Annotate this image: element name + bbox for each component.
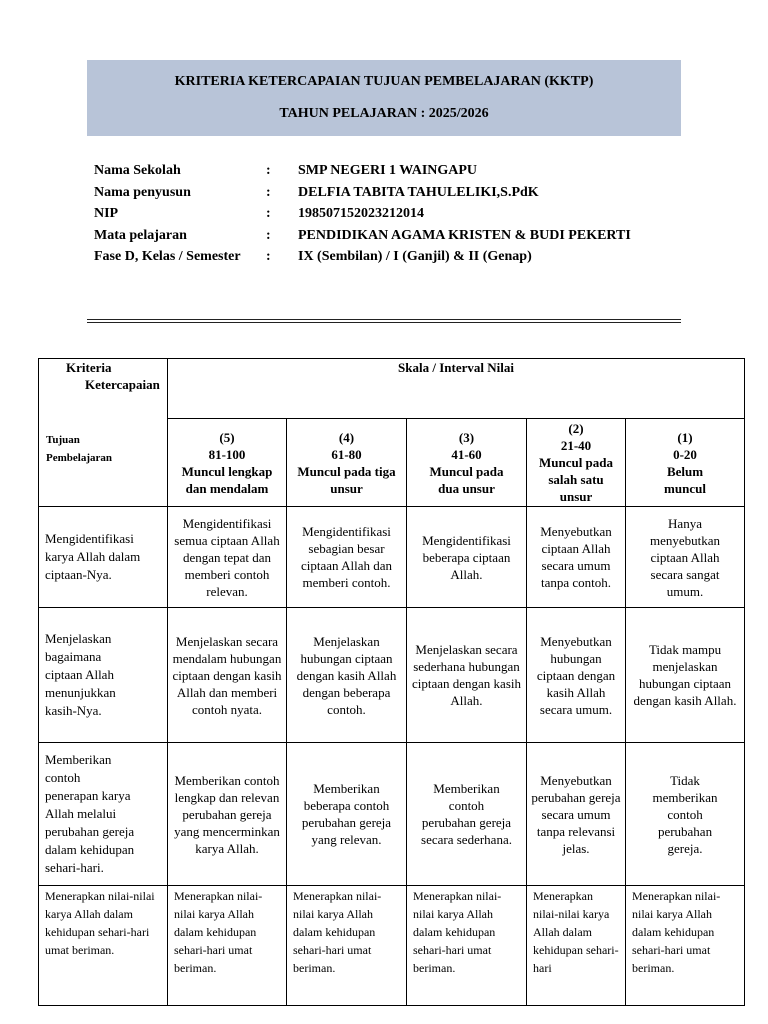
criteria-cell: Tidak mampu menjelaskan hubungan ciptaan dengan kasih Allah. bbox=[626, 608, 745, 743]
criteria-cell: Menyebutkan perubahan gereja secara umum tanpa relevansi jelas. bbox=[527, 743, 626, 886]
level-range: 0-20 bbox=[673, 446, 697, 462]
info-colon: : bbox=[266, 249, 271, 264]
level-header-cell bbox=[527, 419, 626, 507]
info-value: IX (Sembilan) / I (Ganjil) & II (Genap) bbox=[298, 249, 532, 264]
criteria-header-label: Kriteria bbox=[66, 360, 112, 375]
level-label: Muncul pada salah satu unsur bbox=[538, 455, 614, 504]
criteria-cell: Memberikan contoh lengkap dan relevan perubahan gereja yang mencerminkan karya Allah. bbox=[168, 743, 287, 886]
tp-header-line: Tujuan bbox=[46, 434, 80, 446]
criteria-cell: Memberikan contoh perubahan gereja secara sederhana. bbox=[407, 743, 527, 886]
divider-line bbox=[87, 322, 681, 323]
criteria-cell: Menerapkan nilai-nilai karya Allah dalam kehidupan sehari-hari umat beriman. bbox=[168, 886, 287, 1006]
info-label: NIP bbox=[94, 206, 119, 221]
divider-line bbox=[87, 319, 681, 320]
criteria-cell: Mengidentifikasi sebagian besar ciptaan Allah dan memberi contoh. bbox=[287, 507, 407, 608]
level-score: (3) bbox=[458, 429, 475, 445]
level-range: 21-40 bbox=[560, 438, 592, 453]
tp-header-line: Pembelajaran bbox=[46, 452, 112, 464]
criteria-header-cell bbox=[39, 359, 168, 507]
academic-year: TAHUN PELAJARAN : 2025/2026 bbox=[279, 106, 489, 121]
level-header-cell bbox=[407, 419, 527, 507]
document-header bbox=[87, 60, 681, 136]
info-label: Mata pelajaran bbox=[94, 227, 187, 243]
level-label: Belum muncul bbox=[664, 463, 706, 496]
info-label: Nama Sekolah bbox=[94, 163, 181, 178]
level-header-cell bbox=[287, 419, 407, 507]
info-value: DELFIA TABITA TAHULELIKI,S.PdK bbox=[298, 184, 539, 200]
level-range: 41-60 bbox=[451, 446, 482, 462]
criteria-cell: Menerapkan nilai-nilai karya Allah dalam kehidupan sehari-hari umat beriman. bbox=[626, 886, 745, 1006]
level-label: Muncul pada tiga unsur bbox=[297, 463, 396, 496]
level-range: 61-80 bbox=[331, 446, 362, 462]
level-range: 81-100 bbox=[208, 446, 246, 462]
info-colon: : bbox=[266, 163, 271, 178]
criteria-cell: Memberikan beberapa contoh perubahan gereja yang relevan. bbox=[287, 743, 407, 886]
info-label: Nama penyusun bbox=[94, 184, 191, 200]
tp-header-label bbox=[46, 431, 112, 467]
tp-cell: Memberikan contoh penerapan karya Allah melalui perubahan gereja dalam kehidupan sehari-hari. bbox=[39, 743, 168, 886]
level-header-cell bbox=[626, 419, 745, 507]
table-row bbox=[39, 743, 745, 886]
level-score: (4) bbox=[338, 429, 355, 445]
info-colon: : bbox=[266, 184, 271, 200]
level-score: (1) bbox=[677, 429, 693, 445]
criteria-cell: Hanya menyebutkan ciptaan Allah secara sangat umum. bbox=[626, 507, 745, 608]
criteria-cell: Menyebutkan hubungan ciptaan dengan kasih Allah secara umum. bbox=[527, 608, 626, 743]
tp-cell: Menjelaskan bagaimana ciptaan Allah menunjukkan kasih-Nya. bbox=[39, 608, 168, 743]
level-header-cell bbox=[168, 419, 287, 507]
scale-header: Skala / Interval Nilai bbox=[168, 359, 745, 419]
table-row bbox=[39, 507, 745, 608]
table-row bbox=[39, 886, 745, 1006]
info-value: 198507152023212014 bbox=[298, 206, 424, 221]
criteria-cell: Menyebutkan ciptaan Allah secara umum tanpa contoh. bbox=[527, 507, 626, 608]
criteria-cell: Menerapkan nilai-nilai karya Allah dalam kehidupan sehari-hari umat beriman. bbox=[287, 886, 407, 1006]
criteria-cell: Mengidentifikasi semua ciptaan Allah dengan tepat dan memberi contoh relevan. bbox=[168, 507, 287, 608]
criteria-cell: Menjelaskan secara mendalam hubungan ciptaan dengan kasih Allah dan memberi contoh nyata. bbox=[168, 608, 287, 743]
criteria-cell: Mengidentifikasi beberapa ciptaan Allah. bbox=[407, 507, 527, 608]
table-row bbox=[39, 608, 745, 743]
level-score: (5) bbox=[219, 429, 235, 445]
info-label: Fase D, Kelas / Semester bbox=[94, 249, 241, 264]
info-colon: : bbox=[266, 206, 271, 221]
criteria-cell: Tidak memberikan contoh perubahan gereja. bbox=[626, 743, 745, 886]
criteria-cell: Menjelaskan secara sederhana hubungan ciptaan dengan kasih Allah. bbox=[407, 608, 527, 743]
level-label: Muncul pada dua unsur bbox=[429, 463, 504, 496]
document-title: KRITERIA KETERCAPAIAN TUJUAN PEMBELAJARAN (KKTP) bbox=[174, 74, 594, 89]
criteria-header-label: Ketercapaian bbox=[85, 377, 160, 392]
tp-cell: Mengidentifikasi karya Allah dalam ciptaan-Nya. bbox=[39, 507, 168, 608]
info-colon: : bbox=[266, 227, 271, 243]
info-value: SMP NEGERI 1 WAINGAPU bbox=[298, 163, 478, 178]
level-score: (2) bbox=[568, 421, 584, 436]
level-label: Muncul lengkap dan mendalam bbox=[181, 463, 273, 496]
criteria-cell: Menerapkan nilai-nilai karya Allah dalam kehidupan sehari-hari umat beriman. bbox=[407, 886, 527, 1006]
info-value: PENDIDIKAN AGAMA KRISTEN & BUDI PEKERTI bbox=[298, 227, 631, 243]
criteria-cell: Menjelaskan hubungan ciptaan dengan kasih Allah dengan beberapa contoh. bbox=[287, 608, 407, 743]
kktp-table bbox=[38, 358, 745, 1006]
criteria-cell: Menerapkan nilai-nilai karya Allah dalam kehidupan sehari-hari bbox=[527, 886, 626, 1006]
tp-cell: Menerapkan nilai-nilai karya Allah dalam kehidupan sehari-hari umat beriman. bbox=[39, 886, 168, 1006]
table-header-row bbox=[39, 359, 745, 419]
